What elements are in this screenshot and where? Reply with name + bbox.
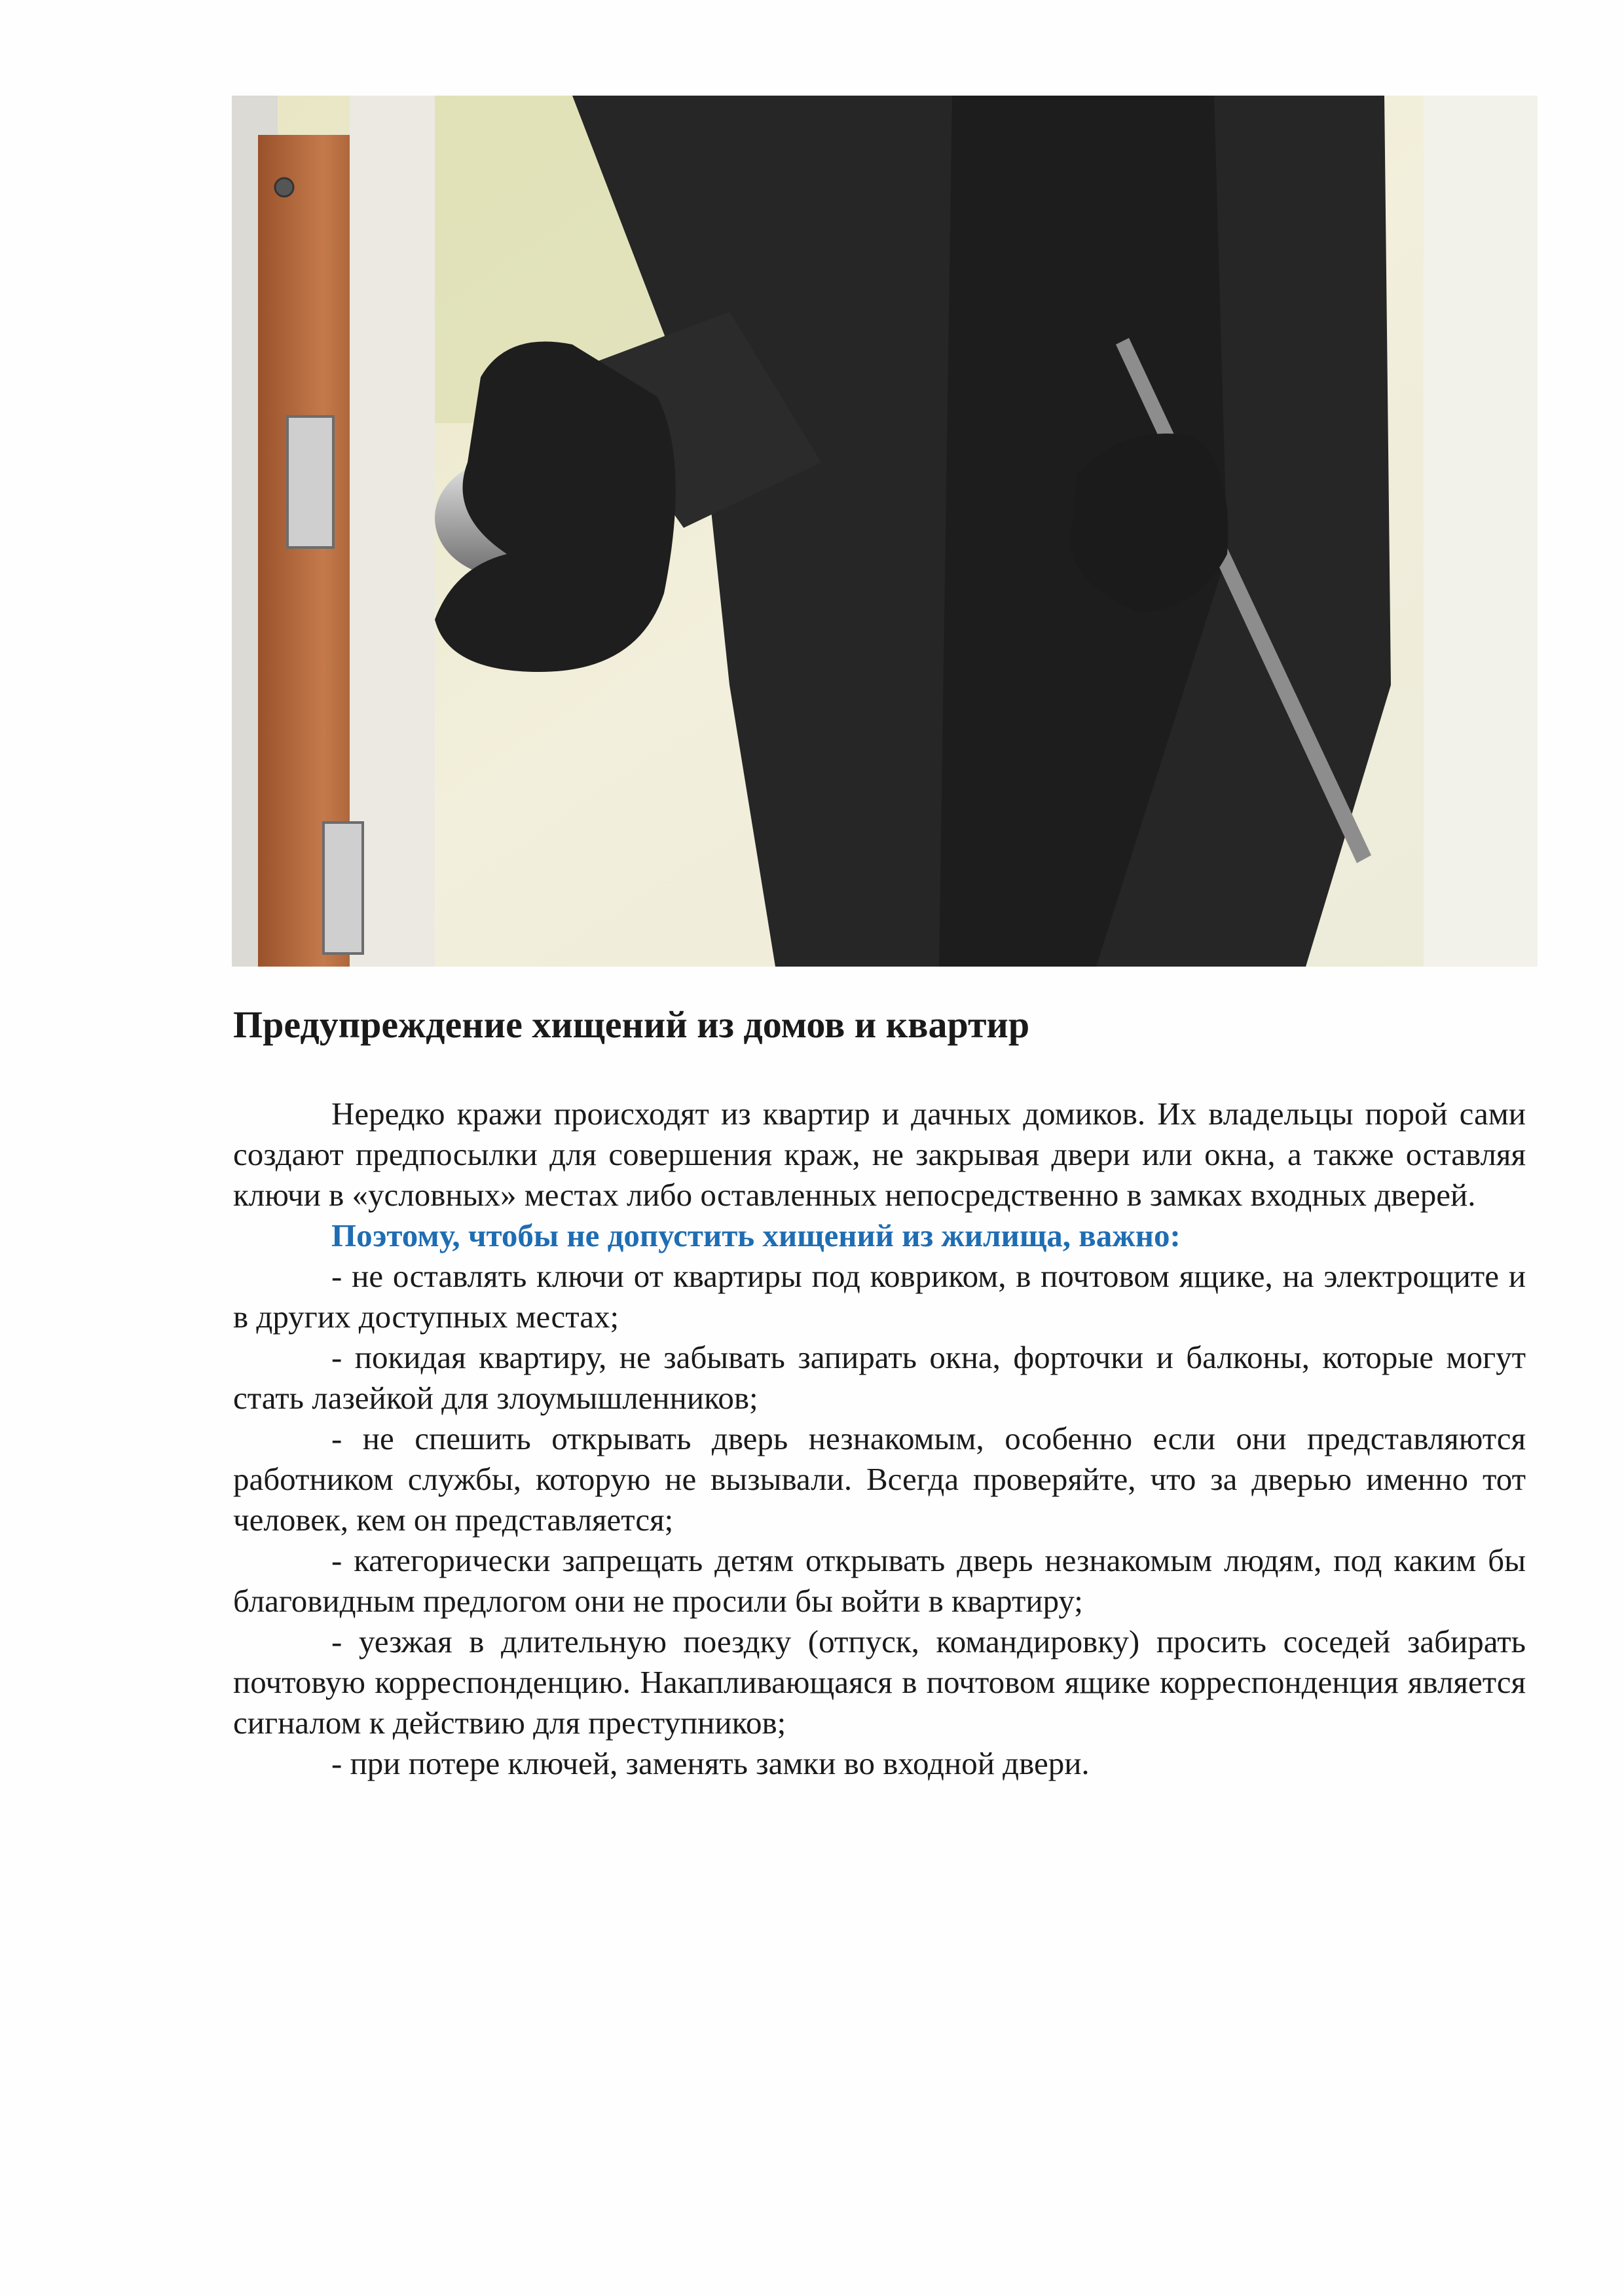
- advice-item: - при потере ключей, заменять замки во входной двери.: [331, 1745, 1090, 1781]
- article-body: [233, 1094, 1526, 1784]
- right-wall: [1424, 96, 1538, 967]
- screw: [275, 178, 293, 196]
- advice-item: - категорически запрещать детям открывать дверь незнакомым людям, под каким бы благовидным предлогом они не просили бы войти в квартиру;: [233, 1542, 1526, 1619]
- intro-paragraph: Нередко кражи происходят из квартир и дачных домиков. Их владельцы порой сами создают предпосылки для совершения краж, не закрывая двери или окна, а также оставляя ключи в «условных» местах либо оставленных непосредственно в замках входных дверей.: [233, 1096, 1526, 1213]
- latch-plate-bottom: [323, 823, 363, 954]
- page-title: Предупреждение хищений из домов и квартир: [233, 1003, 1030, 1046]
- advice-item: - не оставлять ключи от квартиры под ковриком, в почтовом ящике, на электрощите и в других доступных местах;: [233, 1258, 1526, 1335]
- advice-item: - покидая квартиру, не забывать запирать окна, форточки и балконы, которые могут стать лазейкой для злоумышленников;: [233, 1339, 1526, 1416]
- burglar-photo: [232, 96, 1538, 967]
- latch-plate-top: [287, 417, 333, 547]
- advice-item: - не спешить открывать дверь незнакомым, особенно если они представляются работником службы, которую не вызывали. Всегда проверяйте, что за дверью именно тот человек, кем он представляется;: [233, 1420, 1526, 1538]
- lead-heading: Поэтому, чтобы не допустить хищений из жилища, важно:: [331, 1217, 1181, 1253]
- burglar-illustration: [232, 96, 1538, 967]
- advice-item: - уезжая в длительную поездку (отпуск, командировку) просить соседей забирать почтовую корреспонденцию. Накапливающаяся в почтовом ящике корреспонденция является сигналом к действию для преступников;: [233, 1623, 1526, 1741]
